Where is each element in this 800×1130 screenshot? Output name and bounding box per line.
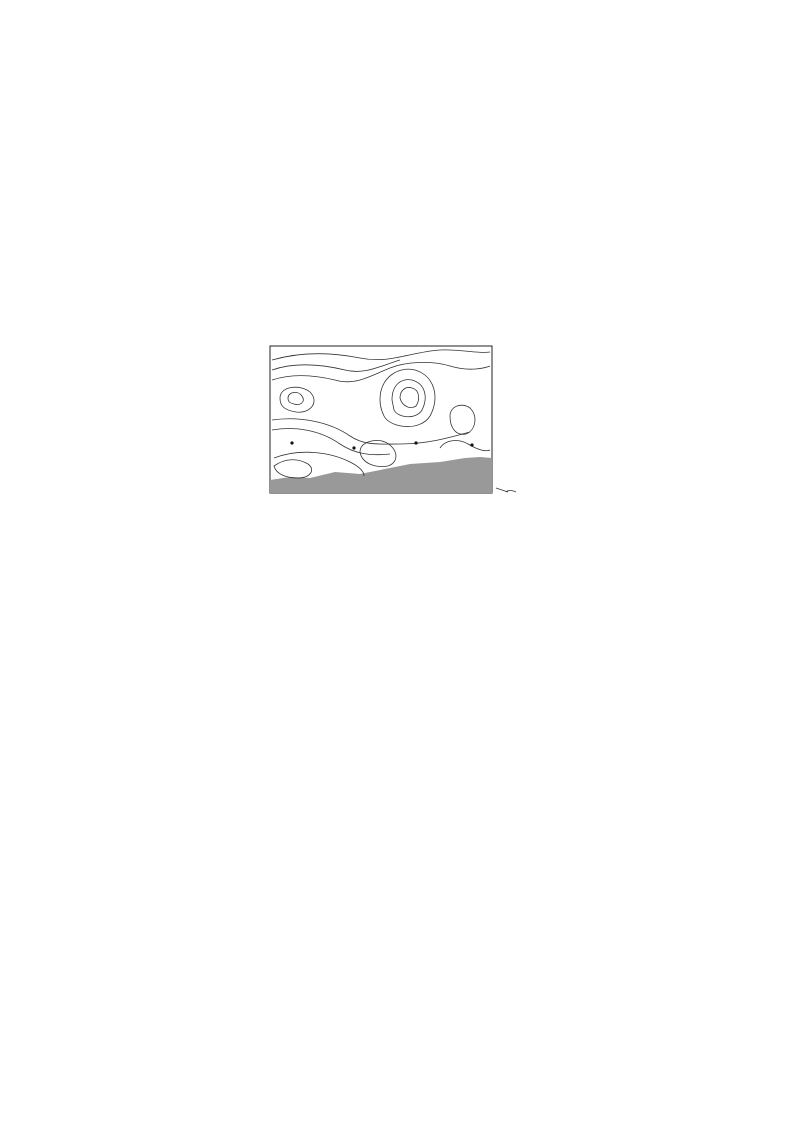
point-ding-marker	[470, 443, 473, 446]
point-bing-marker	[414, 441, 417, 444]
point-yi-marker	[352, 446, 355, 449]
divergence-cross-section-figure	[240, 340, 560, 530]
point-jia-marker	[290, 441, 293, 444]
